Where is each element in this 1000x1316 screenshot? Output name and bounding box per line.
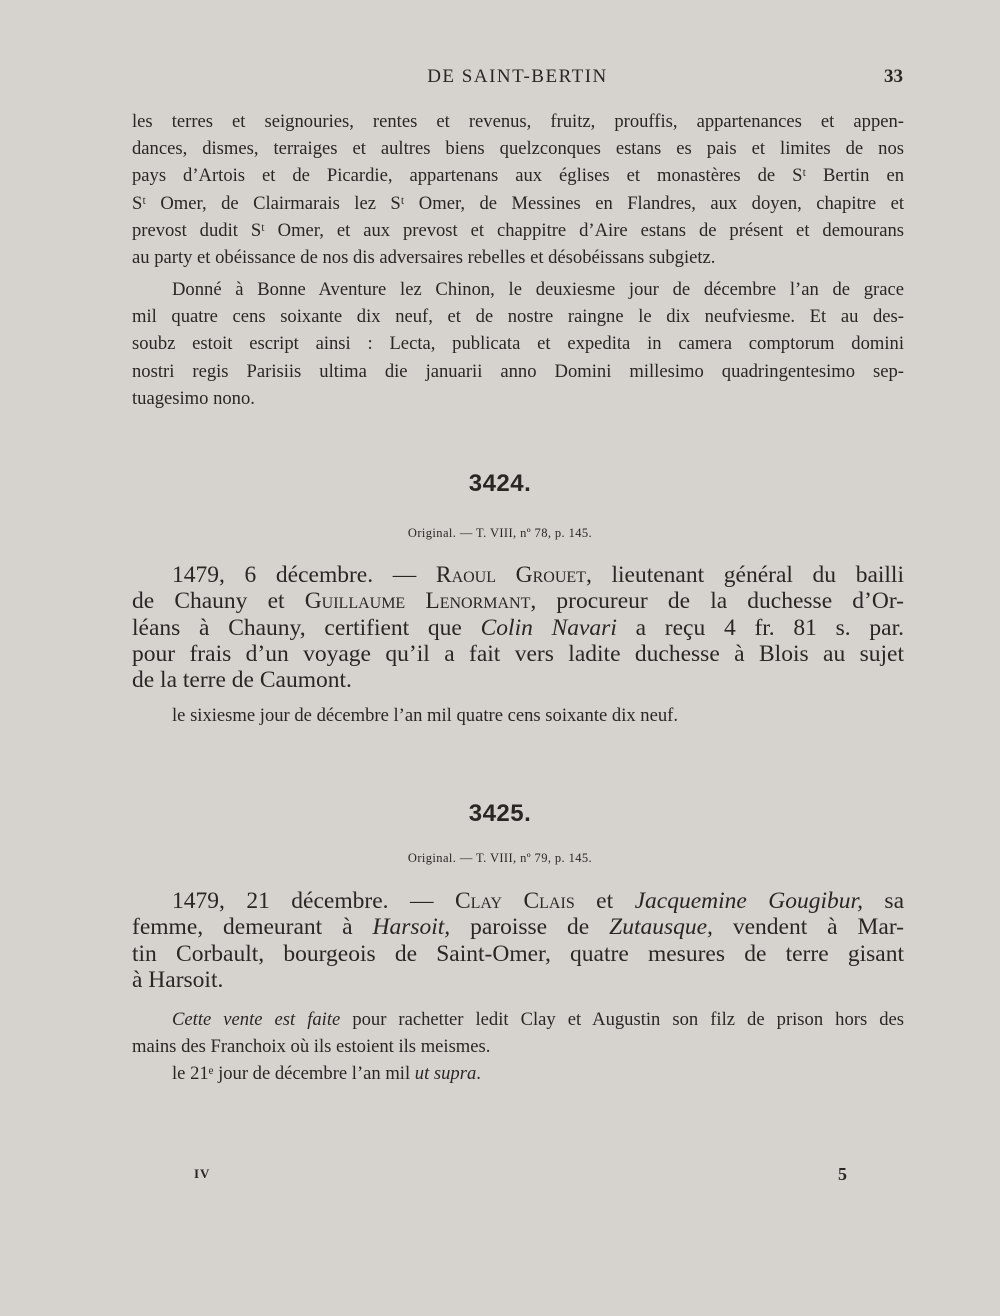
sheet-signature: IV [194, 1166, 211, 1181]
entry-number-3425: 3425. [468, 800, 532, 827]
dating-paragraph [132, 276, 904, 412]
quote-text: le 21ᵉ jour de décembre l’an mil [172, 1063, 415, 1085]
text-line: nostri regis Parisiis ultima die januarii anno Domini millesimo quadringentesimo sep- [132, 360, 904, 382]
summary-line [132, 914, 904, 940]
summary-text: et [574, 888, 635, 914]
summary-line: de la terre de Caumont. [132, 667, 352, 694]
quote-line [132, 1060, 904, 1087]
summary-text: femme, demeurant à [132, 914, 373, 941]
quote-line: le sixiesme jour de décembre l’an mil quatre cens soixante dix neuf. [172, 705, 678, 726]
summary-line [132, 562, 904, 588]
place-name: Zutausque, [609, 914, 713, 941]
summary-text: paroisse de [450, 914, 610, 941]
entry-number-3424: 3424. [468, 470, 532, 497]
text-line: mil quatre cens soixante dix neuf, et de nostre raingne le dix neufviesme. Et au des- [132, 306, 904, 328]
text-line: Donné à Bonne Aventure lez Chinon, le deuxiesme jour de décembre l’an de grace [172, 279, 904, 300]
entry-source-3425: Original. — T. VIII, nº 79, p. 145. [407, 851, 593, 865]
entry-summary-3424 [132, 562, 904, 693]
summary-text: de Chauny et [132, 588, 305, 615]
summary-text: , procureur de la duchesse d’Or- [530, 588, 905, 615]
summary-line [132, 888, 904, 914]
place-name: Harsoit, [372, 914, 451, 941]
quote-italic: ut supra [414, 1063, 477, 1085]
summary-date: 1479, 6 décembre. — [172, 562, 436, 588]
person-name: Colin Navari [480, 614, 617, 641]
summary-text: léans à Chauny, certifient que [132, 614, 481, 641]
quote-text: . [476, 1063, 481, 1085]
text-line: dances, dismes, terraiges et aultres biens quelzconques estans es pais et limites de nos [132, 138, 904, 160]
text-line: les terres et seignouries, rentes et revenus, fruitz, prouffis, appartenances et appen- [132, 111, 904, 132]
summary-line [132, 615, 904, 641]
person-name: Guillaume Lenormant [304, 588, 531, 615]
summary-line: pour frais d’un voyage qu’il a fait vers ladite duchesse à Blois au sujet [132, 640, 904, 667]
quote-line [132, 1006, 904, 1033]
summary-text: a reçu 4 fr. 81 s. par. [616, 614, 905, 641]
continuation-paragraph [132, 108, 904, 271]
entry-summary-3425 [132, 888, 904, 993]
summary-line: à Harsoit. [132, 966, 224, 993]
running-head [130, 66, 905, 94]
sheet-number: 5 [838, 1164, 847, 1184]
entry-source-3424: Original. — T. VIII, nº 78, p. 145. [407, 526, 593, 540]
quote-italic: Cette vente est faite [172, 1009, 341, 1030]
entry-quote-3425 [132, 1006, 904, 1088]
person-name: Raoul Grouet [435, 562, 586, 588]
person-name: Jacquemine Gougibur, [634, 888, 863, 914]
entry-quote-3424 [132, 702, 904, 729]
summary-line [132, 588, 904, 614]
summary-line: tin Corbault, bourgeois de Saint-Omer, quatre mesures de terre gisant [132, 940, 904, 967]
quote-line: mains des Franchoix où ils estoient ils meismes. [132, 1036, 491, 1058]
text-line: au party et obéissance de nos dis adversaires rebelles et désobéissans subgietz. [132, 247, 716, 269]
text-line: prevost dudit Sᵗ Omer, et aux prevost et chappitre d’Aire estans de présent et demourans [132, 219, 904, 241]
running-title: DE SAINT-BERTIN [427, 66, 608, 87]
summary-text: , lieutenant général du bailli [585, 562, 904, 588]
text-line: tuagesimo nono. [132, 387, 255, 409]
summary-date: 1479, 21 décembre. — [172, 888, 455, 914]
text-line: Sᵗ Omer, de Clairmarais lez Sᵗ Omer, de Messines en Flandres, aux doyen, chapitre et [132, 192, 904, 214]
summary-text: vendent à Mar- [712, 914, 905, 941]
quote-text: pour rachetter ledit Clay et Augustin son filz de prison hors des [340, 1009, 905, 1030]
page-number: 33 [884, 66, 903, 87]
text-line: soubz estoit escript ainsi : Lecta, publicata et expedita in camera comptorum domini [132, 333, 904, 355]
text-line: pays d’Artois et de Picardie, appartenans aux églises et monastères de Sᵗ Bertin en [132, 165, 904, 187]
summary-text: sa [862, 888, 905, 914]
person-name: Clay Clais [454, 888, 575, 914]
